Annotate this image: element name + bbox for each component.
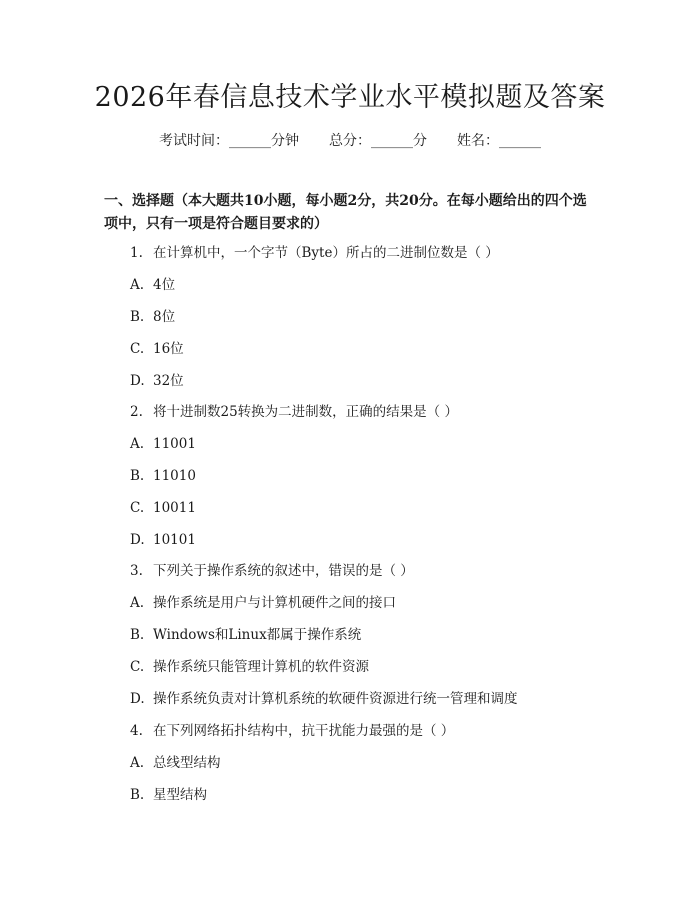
line-text: 操作系统负责对计算机系统的软硬件资源进行统一管理和调度 <box>153 691 518 707</box>
section-heading: 一、选择题（本大题共10小题，每小题2分，共20分。在每小题给出的四个选项中，只有一项是符合题目要求的） <box>104 193 587 232</box>
line-text: 4位 <box>153 277 176 293</box>
line-number: C. <box>130 500 145 516</box>
line-text: 总线型结构 <box>153 755 221 771</box>
line-text: 10011 <box>153 500 196 516</box>
exam-time-field: 考试时间：______分钟 <box>159 133 299 149</box>
line-text: 在计算机中，一个字节（Byte）所占的二进制位数是（ ） <box>153 245 499 261</box>
line-number: B. <box>130 787 145 803</box>
option-line <box>130 339 184 359</box>
option-line <box>130 593 396 613</box>
option-line <box>130 498 196 518</box>
line-text: 8位 <box>153 309 176 325</box>
option-line <box>130 307 175 327</box>
line-text: 11001 <box>153 436 196 452</box>
line-number: 1. <box>130 245 143 261</box>
line-text: 32位 <box>153 373 184 389</box>
line-text: 16位 <box>153 341 184 357</box>
line-number: C. <box>130 341 145 357</box>
line-text: 星型结构 <box>153 787 207 803</box>
line-number: D. <box>130 532 145 548</box>
total-score-field: 总分：______分 <box>329 133 427 149</box>
line-number: D. <box>130 691 145 707</box>
line-text: 10101 <box>153 532 196 548</box>
exam-info-row <box>0 131 700 151</box>
name-field: 姓名：______ <box>457 133 541 149</box>
line-text: Windows和Linux都属于操作系统 <box>153 627 362 643</box>
option-line <box>130 785 207 805</box>
option-line <box>130 753 221 773</box>
line-text: 下列关于操作系统的叙述中，错误的是（ ） <box>153 563 414 579</box>
line-text: 操作系统是用户与计算机硬件之间的接口 <box>153 595 396 611</box>
line-text: 操作系统只能管理计算机的软件资源 <box>153 659 369 675</box>
line-number: B. <box>130 627 145 643</box>
line-number: 4. <box>130 723 143 739</box>
question-line <box>130 243 499 263</box>
option-line <box>130 434 196 454</box>
line-number: 3. <box>130 563 143 579</box>
option-line <box>130 689 518 709</box>
line-number: A. <box>130 595 145 611</box>
line-number: 2. <box>130 404 143 420</box>
option-line <box>130 275 175 295</box>
line-number: C. <box>130 659 145 675</box>
line-number: A. <box>130 277 145 293</box>
line-number: A. <box>130 436 145 452</box>
line-number: B. <box>130 309 145 325</box>
line-text: 在下列网络拓扑结构中，抗干扰能力最强的是（ ） <box>153 723 455 739</box>
option-line <box>130 371 184 391</box>
line-number: D. <box>130 373 145 389</box>
option-line <box>130 466 196 486</box>
line-text: 11010 <box>153 468 196 484</box>
line-text: 将十进制数25转换为二进制数，正确的结果是（ ） <box>153 404 458 420</box>
option-line <box>130 530 196 550</box>
option-line <box>130 657 369 677</box>
question-line <box>130 402 458 422</box>
line-number: A. <box>130 755 145 771</box>
page-title: 2026年春信息技术学业水平模拟题及答案 <box>94 82 606 113</box>
question-line <box>130 721 454 741</box>
line-number: B. <box>130 468 145 484</box>
option-line <box>130 625 361 645</box>
question-line <box>130 561 414 581</box>
